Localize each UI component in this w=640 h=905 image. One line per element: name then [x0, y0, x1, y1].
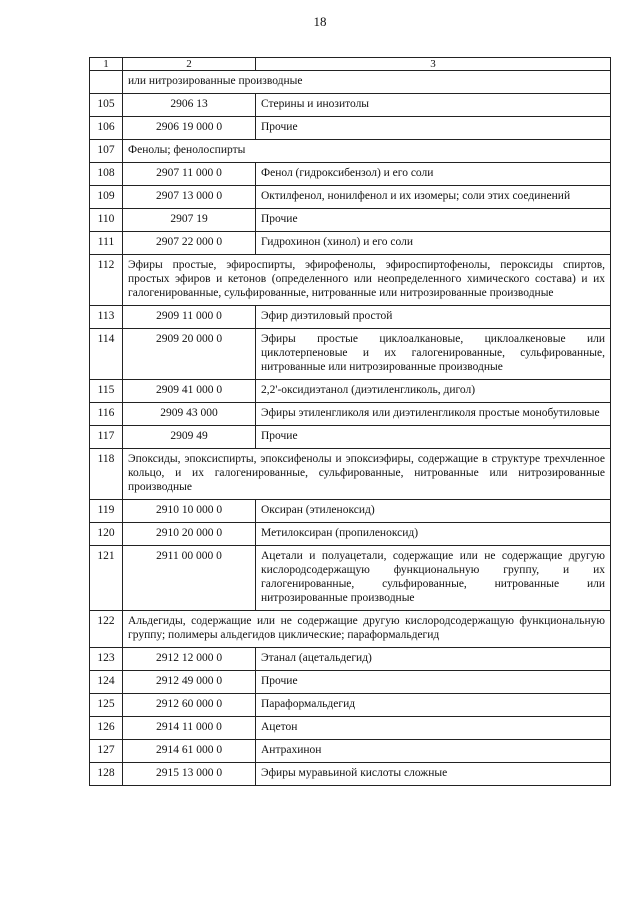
table-row: [90, 426, 611, 449]
table-row: [90, 500, 611, 523]
item-description: Прочие: [256, 671, 611, 694]
table-row: [90, 763, 611, 786]
group-heading: Альдегиды, содержащие или не содержащие другую кислородсодержащую функциональную группу; полимеры альдегидов циклические; параформальдегид: [123, 611, 611, 648]
header-col-3: 3: [256, 58, 611, 71]
tn-ved-code: 2914 11 000 0: [123, 717, 256, 740]
group-heading: Эпоксиды, эпоксиспирты, эпоксифенолы и эпоксиэфиры, содержащие в структуре трехчленное кольцо, и их галогенированные, сульфированные, нитрованные или нитрозированные производные: [123, 449, 611, 500]
table-row: [90, 117, 611, 140]
tn-ved-code: 2910 20 000 0: [123, 523, 256, 546]
table-row: [90, 140, 611, 163]
table-row: [90, 449, 611, 500]
table-row: [90, 403, 611, 426]
row-number: 117: [90, 426, 123, 449]
item-description: Фенол (гидроксибензол) и его соли: [256, 163, 611, 186]
item-description: Антрахинон: [256, 740, 611, 763]
table-row: [90, 523, 611, 546]
tn-ved-code: 2912 49 000 0: [123, 671, 256, 694]
tn-ved-code: 2912 12 000 0: [123, 648, 256, 671]
table-row: [90, 186, 611, 209]
tn-ved-code: 2910 10 000 0: [123, 500, 256, 523]
item-description: 2,2'-оксидиэтанол (диэтиленгликоль, дигол): [256, 380, 611, 403]
table-row: [90, 546, 611, 611]
item-description: Ацетон: [256, 717, 611, 740]
row-number: 110: [90, 209, 123, 232]
row-number: 123: [90, 648, 123, 671]
table-row: [90, 740, 611, 763]
row-number: 114: [90, 329, 123, 380]
row-number: 120: [90, 523, 123, 546]
row-number: 127: [90, 740, 123, 763]
item-description: Стерины и инозитолы: [256, 94, 611, 117]
tn-ved-code: 2906 19 000 0: [123, 117, 256, 140]
row-number: 124: [90, 671, 123, 694]
row-number: 107: [90, 140, 123, 163]
row-number: 111: [90, 232, 123, 255]
table-row: [90, 671, 611, 694]
tn-ved-code: 2909 20 000 0: [123, 329, 256, 380]
table-row: [90, 694, 611, 717]
item-description: Этанал (ацетальдегид): [256, 648, 611, 671]
row-number: 109: [90, 186, 123, 209]
table-row: [90, 648, 611, 671]
item-description: Эфир диэтиловый простой: [256, 306, 611, 329]
item-description: Эфиры муравьиной кислоты сложные: [256, 763, 611, 786]
tn-ved-code: 2915 13 000 0: [123, 763, 256, 786]
table-row: [90, 306, 611, 329]
item-description: Оксиран (этиленоксид): [256, 500, 611, 523]
table-row: [90, 611, 611, 648]
header-col-1: 1: [90, 58, 123, 71]
item-description: Метилоксиран (пропиленоксид): [256, 523, 611, 546]
row-number: 122: [90, 611, 123, 648]
row-number: 119: [90, 500, 123, 523]
item-description: Эфиры простые циклоалкановые, циклоалкеновые или циклотерпеновые и их галогенированные, сульфированные, нитрованные или нитрозированные производные: [256, 329, 611, 380]
row-number: [90, 71, 123, 94]
tn-ved-code: 2907 13 000 0: [123, 186, 256, 209]
item-description: Ацетали и полуацетали, содержащие или не содержащие другую кислородсодержащую функциональную группу, и их галогенированные, сульфированные, нитрованные или нитрозированные производные: [256, 546, 611, 611]
group-heading: Фенолы; фенолоспирты: [123, 140, 611, 163]
row-number: 113: [90, 306, 123, 329]
table-row: [90, 209, 611, 232]
row-number: 106: [90, 117, 123, 140]
item-description: Параформальдегид: [256, 694, 611, 717]
row-number: 105: [90, 94, 123, 117]
item-description: Прочие: [256, 426, 611, 449]
row-number: 118: [90, 449, 123, 500]
tn-ved-code: 2911 00 000 0: [123, 546, 256, 611]
table-row: [90, 329, 611, 380]
tn-ved-code: 2909 41 000 0: [123, 380, 256, 403]
item-description: Эфиры этиленгликоля или диэтиленгликоля простые монобутиловые: [256, 403, 611, 426]
group-heading: Эфиры простые, эфироспирты, эфирофенолы, эфироспиртофенолы, пероксиды спиртов, простых эфиров и кетонов (определенного или неопределенного химического состава) и их галогенированные, сульфированные, нитрованные или нитрозированные производные: [123, 255, 611, 306]
item-description: Гидрохинон (хинол) и его соли: [256, 232, 611, 255]
row-number: 125: [90, 694, 123, 717]
table-row: [90, 163, 611, 186]
tn-ved-code: 2909 43 000: [123, 403, 256, 426]
tn-ved-code: 2909 49: [123, 426, 256, 449]
row-number: 126: [90, 717, 123, 740]
tn-ved-code: 2907 19: [123, 209, 256, 232]
row-number: 121: [90, 546, 123, 611]
tn-ved-code: 2907 11 000 0: [123, 163, 256, 186]
table-header-row: [90, 58, 611, 71]
table-row: [90, 717, 611, 740]
item-description: Прочие: [256, 117, 611, 140]
row-number: 108: [90, 163, 123, 186]
group-heading: или нитрозированные производные: [123, 71, 611, 94]
tn-ved-code: 2912 60 000 0: [123, 694, 256, 717]
row-number: 115: [90, 380, 123, 403]
tn-ved-code: 2914 61 000 0: [123, 740, 256, 763]
table-row: [90, 71, 611, 94]
row-number: 112: [90, 255, 123, 306]
table-row: [90, 255, 611, 306]
table-row: [90, 380, 611, 403]
table-row: [90, 232, 611, 255]
header-col-2: 2: [123, 58, 256, 71]
page-number: 18: [313, 14, 327, 29]
item-description: Октилфенол, нонилфенол и их изомеры; соли этих соединений: [256, 186, 611, 209]
table-row: [90, 94, 611, 117]
row-number: 128: [90, 763, 123, 786]
row-number: 116: [90, 403, 123, 426]
item-description: Прочие: [256, 209, 611, 232]
tn-ved-code: 2909 11 000 0: [123, 306, 256, 329]
tn-ved-code: 2906 13: [123, 94, 256, 117]
codes-table: [89, 57, 611, 786]
tn-ved-code: 2907 22 000 0: [123, 232, 256, 255]
